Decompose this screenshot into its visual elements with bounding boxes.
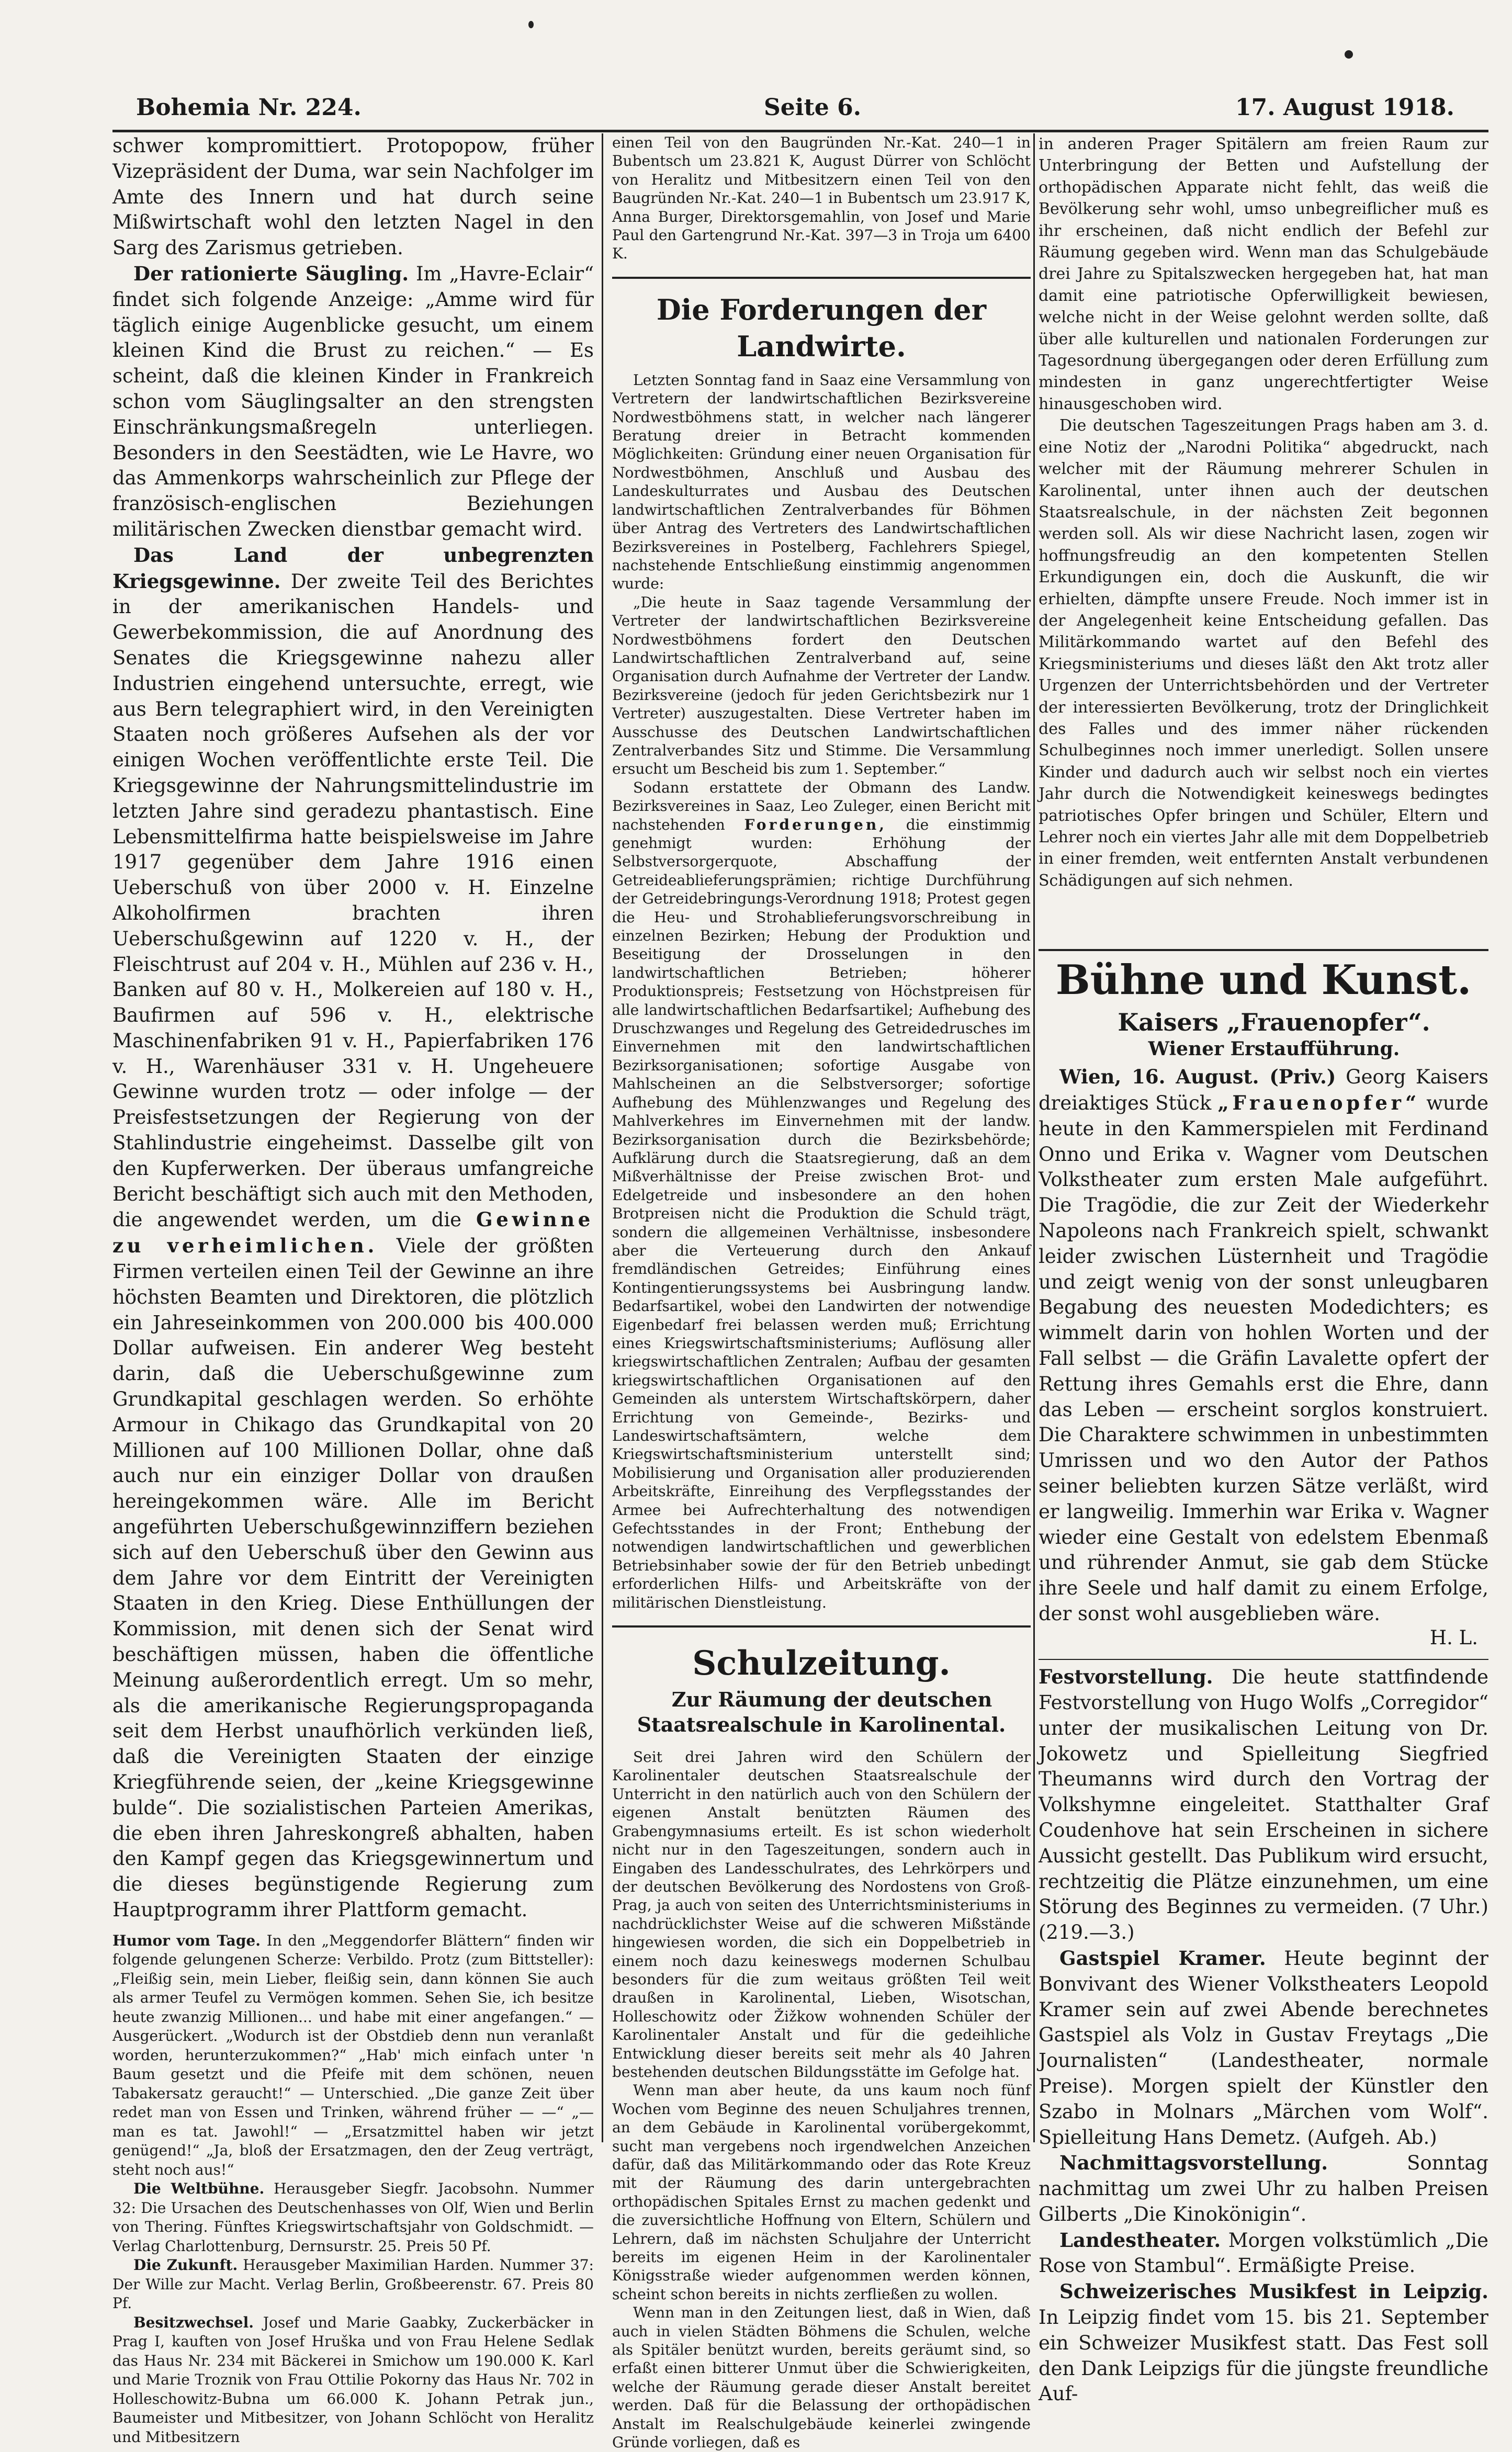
article-text: Heute beginnt der Bonvivant des Wiener Volkstheaters Leopold Kramer sein auf zwei Abende berechnetes Gastspiel als Volz in Gustav Freytags „Die Journalisten“ (Landestheater, normale Preise). Morgen spielt der Künstler den Szabo in Molnars „Märchen vom Wolf“. Spielleitung Hans Demetz. (Aufgeh. Ab.) — [1039, 1947, 1488, 2149]
article-heading: Besitzwechsel. — [133, 2313, 254, 2331]
column-rule-2 — [1033, 133, 1035, 2142]
article-continued-text: schwer kompromittiert. Protopopow, früher Vizepräsident der Duma, war sein Nachfolger im Amte des Innern und hat durch seine Mißwirtschaft wohl den letzten Nagel in den Sarg des Zarismus getrieben. — [112, 134, 594, 259]
paper-name-issue: Bohemia Nr. 224. — [136, 94, 362, 121]
header-rule — [112, 130, 1488, 132]
page-number: Seite 6. — [764, 94, 862, 121]
article-text: Josef und Marie Gaabky, Zuckerbäcker in Prag I, kauften von Josef Hruška und von Frau Helene Sedlak das Haus Nr. 234 mit Bäckerei in Smichow um 190.000 K. Karl und Marie Troznik von Frau Ottilie Pokorny das Haus Nr. 702 in Holleschowitz-Bubna um 66.000 K. Johann Petrak jun., Baumeister und Mitbesitzer, von Johann Schlöcht von Heralitz und Mitbesitzern — [112, 2313, 594, 2446]
ink-spot — [1345, 50, 1353, 59]
notice-nachmittag — [1039, 2150, 1488, 2227]
article-text: Viele der größten Firmen verteilen einen Teil der Gewinne an ihre höchsten Beamten und Direktoren, die plötzlich ein Jahreseinkommen von 200.000 bis 400.000 Dollar aufweisen. Ein anderer Weg besteht darin, daß die Ueberschußgewinne zum Grundkapital geschlagen werden. So erhöhte Armour in Chikago das Grundkapital von 20 Millionen auf 100 Millionen Dollar, ohne daß auch nur ein einziger Dollar von draußen hereingekommen wäre. Alle im Bericht angeführten Ueberschußgewinnziffern beziehen sich auf den Ueberschuß über den Gewinn aus dem Jahre vor dem Eintritt der Vereinigten Staaten in den Krieg. Diese Enthüllungen der Kommission, mit denen sich der Senat wird beschäftigen müssen, haben die öffentliche Meinung außerordentlich erregt. Um so mehr, als die amerikanische Regierungspropaganda seit dem Herbst unaufhörlich verkünden ließ, daß die Vereinigten Staaten der einzige Kriegführende seien, der „keine Kriegsgewinne bulde“. Die sozialistischen Parteien Amerikas, die eben ihren Jahreskongreß abhalten, haben den Kampf gegen das Kriegsgewinnertum und die dieses begünstigende Regierung zum Hauptprogramm ihrer Plattform gemacht. — [112, 1235, 594, 1921]
article-kriegsgewinne — [112, 543, 594, 1923]
issue-date: 17. August 1918. — [1235, 94, 1454, 121]
article-title-frauenopfer: Kaisers „Frauenopfer“. — [1118, 1008, 1430, 1037]
author-initials: H. L. — [1429, 1626, 1478, 1649]
article-heading: Schweizerisches Musikfest in Leipzig. — [1059, 2280, 1488, 2303]
section-rule — [612, 1625, 1031, 1628]
column-rule-1 — [602, 133, 603, 2142]
article-text — [612, 778, 1031, 1612]
article-heading: Gastspiel Kramer. — [1059, 1946, 1266, 1970]
article-text: Seit drei Jahren wird den Schülern der Karolinentaler deutschen Staatsrealschule der Unterricht in den natürlich auch von den Schülern der eigenen Anstalt benützten Räumen des Grabengymnasiums erteilt. Es ist schon wiederholt nicht nur in den Tageszeitungen, sondern auch in Eingaben des Landesschulrates, des Lehrkörpers und der deutschen Bevölkerung des Nordostens von Groß-Prag, ja auch von seiten des Unterrichtsministeriums in nachdrücklichster Weise auf die schweren Mißstände hingewiesen worden, die sich ein Doppelbetrieb in einem noch dazu keineswegs modernen Schulbau besonders für die zum weitaus größten Teil weit draußen in Karolinental, Lieben, Wisotschan, Holleschowitz oder Žižkow wohnenden Schüler der Karolinentaler Anstalt und für die gedeihliche Entwicklung dieser bereits seit mehr als 40 Jahren bestehenden deutschen Bildungsstätte im Gefolge hat. — [612, 1748, 1031, 2081]
article-heading: Die Weltbühne. — [133, 2180, 265, 2198]
article-text: Die heute stattfindende Festvorstellung von Hugo Wolfs „Corregidor“ unter der musikalischen Leitung von Dr. Jokowetz und Spielleitung Siegfried Theumanns wird durch den Vortrag der Volkshymne eingeleitet. Statthalter Graf Coudenhove hat sein Erscheinen in sichere Aussicht gestellt. Das Publikum wird ersucht, rechtzeitig die Plätze einzunehmen, um eine Störung des Beginnes zu vermeiden. (7 Uhr.) (219.—3.) — [1039, 1666, 1488, 1944]
article-heading: Das Land der unbegrenzten Kriegsgewinne. — [112, 543, 594, 593]
article-text: in anderen Prager Spitälern am freien Raum zur Unterbringung der Betten und Aufstellung der orthopädischen Apparate nicht fehlt, das weiß die Bevölkerung sehr wohl, umso unbegreiflicher muß es ihr erscheinen, daß nicht endlich der Befehl zur Räumung gegeben wird. Wenn man das Schulgebäude drei Jahre zu Spitalszwecken hergegeben hat, hat man damit eine patriotische Opferwilligkeit bewiesen, welche nicht in der Weise gelohnt werden sollte, daß über alle kulturellen und nationalen Forderungen zur Tagesordnung übergegangen oder deren Erfüllung zum mindesten in ganz ungerechtfertigter Weise hinausgeschoben wird. — [1039, 135, 1488, 413]
column-middle — [612, 133, 1031, 2451]
article-text: In den „Meggendorfer Blättern“ finden wir folgende gelungenen Scherze: Verbildo. Protz (zum Bittsteller): „Fleißig sein, mein Lieber, fleißig sein, dann können Sie auch als armer Teufel zu Vermögen kommen. Sehen Sie, ich besitze heute zwanzig Millionen... und habe mit einer angefangen.“ — Ausgerückert. „Wodurch ist der Obstdieb denn nun veranlaßt worden, herunterzukommen?“ „Hab' mich einfach unter 'n Baum gesetzt und die Pfeife mit dem schönen, neuen Tabakersatz geraucht!“ — Unterschied. „Die ganze Zeit über redet man von Essen und Trinken, während früher — —“ „— man es tat. Jawohl!“ — „Ersatzmittel haben wir jetzt genügend!“ „Ja, bloß der Ersatzmagen, den der Zeug verträgt, steht noch aus!“ — [112, 1931, 594, 2178]
article-heading: Der rationierte Säugling. — [133, 262, 409, 285]
column-left — [112, 133, 594, 2446]
article-text: Morgen volkstümlich „Die Rose von Stambul“. Ermäßigte Preise. — [1039, 2229, 1488, 2277]
notice-zukunft — [112, 2256, 594, 2313]
ink-spot — [528, 21, 534, 28]
article-text: Georg Kaisers dreiaktiges Stück — [1039, 1066, 1488, 1115]
section-rule — [612, 277, 1031, 279]
section-title-schulzeitung: Schulzeitung. — [692, 1644, 951, 1683]
notice-weltbuehne — [112, 2179, 594, 2256]
article-text: „Die heute in Saaz tagende Versammlung der Vertreter der landwirtschaftlichen Bezirksvereine Nordwestböhmens fordert den Deutschen Landwirtschaftlichen Zentralverband auf, seine Organisation durch Aufnahme der Vertreter der Landw. Bezirksvereine (jedoch für jeden Gerichtsbezirk nur 1 Vertreter) auszugestalten. Diese Vertreter haben im Ausschusse des Deutschen Landwirtschaftlichen Zentralverbandes Sitz und Stimme. Die Versammlung ersucht um Bescheid bis zum 1. September.“ — [612, 593, 1031, 778]
article-text: In Leipzig findet vom 15. bis 21. September ein Schweizer Musikfest statt. Das Fest soll den Dank Leipzigs für die jüngste freundliche Auf- — [1039, 2306, 1488, 2405]
notice-musikfest — [1039, 2279, 1488, 2407]
article-text: Sodann erstattete der Obmann des Landw. Bezirksvereines in Saaz, Leo Zuleger, einen Bericht mit nachstehenden — [612, 778, 1031, 833]
article-heading: Landestheater. — [1059, 2228, 1221, 2252]
section-title-forderungen: Die Forderungen der Landwirte. — [656, 292, 987, 363]
section-rule — [1039, 1659, 1488, 1660]
article-heading: Festvorstellung. — [1039, 1665, 1213, 1689]
review-frauenopfer — [1039, 1064, 1488, 1627]
article-text: Sonntag nachmittag um zwei Uhr zu halben Preisen Gilberts „Die Kinokönigin“. — [1039, 2152, 1488, 2225]
article-text: Der zweite Teil des Berichtes in der amerikanischen Handels- und Gewerbekommission, die auf Anordnung des Senates die Kriegsgewinne nahezu aller Industrien eingehend untersuchte, erregt, wie aus Bern telegraphiert wird, in den Vereinigten Staaten noch größeres Aufsehen als der vor einigen Wochen veröffentlichte erste Teil. Die Kriegsgewinne der Nahrungsmittelindustrie im letzten Jahre sind geradezu phantastisch. Eine Lebensmittelfirma hatte beispielsweise im Jahre 1917 gegenüber dem Jahre 1916 einen Ueberschuß von über 2000 v. H. Einzelne Alkoholfirmen brachten ihren Ueberschußgewinn auf 1220 v. H., der Fleischtrust auf 204 v. H., Mühlen auf 236 v. H., Banken auf 80 v. H., Molkereien auf 180 v. H., Baufirmen auf 596 v. H., elektrische Maschinenfabriken 91 v. H., Papierfabriken 176 v. H., Warenhäuser 331 v. H. Ungeheuere Gewinne wurden trotz — oder infolge — der Preisfestsetzungen der Regierung von der Stahlindustrie eingeheimst. Dasselbe gilt von den Kupferwerken. Der überaus umfangreiche Bericht beschäftigt sich auch mit den Methoden, die angewendet werden, um die — [112, 570, 594, 1231]
article-humor — [112, 1931, 594, 2180]
section-title-buehne: Bühne und Kunst. — [1055, 956, 1472, 1004]
article-heading: Nachmittagsvorstellung. — [1059, 2151, 1328, 2175]
article-text: Wenn man in den Zeitungen liest, daß in Wien, daß auch in vielen Städten Böhmens die Schulen, welche als Spitäler benützt wurden, bereits geräumt sind, so erfaßt einen bitterer Unmut über die Schwierigkeiten, welche der Räumung gerade dieser Anstalt bereitet werden. Daß für die Belassung der orthopädischen Anstalt im Realschulgebäude keinerlei zwingende Gründe vorliegen, daß es — [612, 2304, 1031, 2451]
spaced-emphasis: Forderungen, — [744, 816, 887, 833]
notice-landestheater — [1039, 2228, 1488, 2279]
article-heading: Die Zukunft. — [133, 2256, 238, 2274]
notice-festvorstellung — [1039, 1664, 1488, 1946]
article-text: Herausgeber Maximilian Harden. Nummer 37: Der Wille zur Macht. Verlag Berlin, Großbeerenstr. 67. Preis 80 Pf. — [112, 2256, 594, 2312]
article-text: Herausgeber Siegfr. Jacobsohn. Nummer 32: Die Ursachen des Deutschenhasses von Olf, Wien und Berlin von Thering. Fünftes Kriegswirtschaftsjahr von Goldschmidt. — Verlag Charlottenburg, Dernsurstr. 25. Preis 50 Pf. — [112, 2180, 594, 2255]
section-rule — [1039, 949, 1488, 951]
article-text: Die deutschen Tageszeitungen Prags haben am 3. d. eine Notiz der „Narodni Politika“ abgedruckt, nach welcher mit der Räumung mehrerer Schulen in Karolinental, unter ihnen auch der deutschen Staatsrealschule, in der nächsten Zeit begonnen werden soll. Als wir diese Nachricht lasen, zogen wir hoffnungsfreudig an den kompetenten Stellen Erkundigungen ein, doch die Auskunft, die wir erhielten, dämpfte unsere Freude. Noch immer ist in der Angelegenheit keine Entscheidung gefallen. Das Militärkommando wartet auf den Befehl des Kriegsministeriums und dieses läßt den Akt trotz aller Urgenzen der Unterrichtsbehörden und der Vertreter der interessierten Bevölkerung, trotz der Dringlichkeit des Falles und des immer näher rückenden Schulbeginnes noch immer unerledigt. Sollen unsere Kinder und dadurch auch wir selbst noch ein viertes Jahr durch die Notwendigkeit keineswegs bedingtes patriotisches Opfer bringen und Schüler, Eltern und Lehrer noch ein viertes Jahr alle mit dem Doppelbetrieb in einer fremden, weit entfernten Anstalt verbundenen Schädigungen auf sich nehmen. — [1039, 416, 1488, 890]
article-heading: Humor vom Tage. — [112, 1931, 261, 1949]
spaced-emphasis: „Frauenopfer“ — [1217, 1091, 1420, 1115]
column-right — [1039, 133, 1489, 2405]
besitzwechsel-continued: einen Teil von den Baugründen Nr.-Kat. 240—1 in Bubentsch um 23.821 K, August Dürrer von Schlöcht von Heralitz und Mitbesitzern einen Teil von den Baugründen Nr.-Kat. 240—1 in Bubentsch um 23.917 K, Anna Burger, Direktorsgemahlin, von Josef und Marie Paul den Gartengrund Nr.-Kat. 397—3 in Troja um 6400 K. — [612, 134, 1031, 263]
article-subtitle: Wiener Erstaufführung. — [1148, 1038, 1400, 1060]
article-text: wurde heute in den Kammerspielen mit Ferdinand Onno und Erika v. Wagner vom Deutschen Volkstheater zum ersten Male aufgeführt. Die Tragödie, die zur Zeit der Wiederkehr Napoleons nach Frankreich spielt, schwankt leider zwischen Lüsternheit und Tragödie und zeigt wenig von der sonst unleugbaren Begabung des neuesten Modedichters; es wimmelt darin von hohlen Worten und der Fall selbst — die Gräfin Lavalette opfert der Rettung ihres Gemahls erst die Ehre, dann das Leben — erscheint sorglos konstruiert. Die Charaktere schwimmen in unbestimmten Umrissen und wo den Autor der Pathos seiner beliebten kurzen Sätze verläßt, wird er langweilig. Immerhin war Erika v. Wagner wieder eine Gestalt von edelstem Ebenmaß und rührender Anmut, sie gab dem Stücke ihre Seele und half damit zu einem Erfolge, der sonst wohl ausgeblieben wäre. — [1039, 1092, 1489, 1625]
notice-gastspiel — [1039, 1946, 1488, 2150]
dateline: Wien, 16. August. (Priv.) — [1059, 1065, 1336, 1089]
article-saeugling — [112, 261, 594, 543]
spaced-emphasis: Gewinne zu verheimlichen. — [112, 1208, 594, 1258]
article-text: Letzten Sonntag fand in Saaz eine Versammlung von Vertretern der landwirtschaftlichen Bezirksvereine Nordwestböhmens statt, in welcher nach längerer Beratung dreier in Betracht kommenden Möglichkeiten: Gründung einer neuen Organisation für Nordwestböhmen, Anschluß und Ausbau des Landeskulturrates und Ausbau des Deutschen landwirtschaftlichen Zentralverbandes für Böhmen über Antrag des Vertreters des Landwirtschaftlichen Bezirksvereines in Postelberg, Fachlehrers Spiegel, nachstehende Entschließung einstimmig angenommen wurde: — [612, 371, 1031, 593]
article-text: die einstimmig genehmigt wurden: Erhöhung der Selbstversorgerquote, Abschaffung der Getreideablieferungsprämien; richtige Durchführung der Getreidebringungs-Verordnung 1918; Protest gegen die Heu- und Strohablieferungsvorschreibung in einzelnen Bezirken; Hebung der Produktion und Beseitigung der Drosselungen in den landwirtschaftlichen Betrieben; höherer Produktionspreis; Festsetzung von Höchstpreisen für alle landwirtschaftlichen Bedarfsartikel; Aufhebung des Druschzwanges und Regelung des Getreidedrusches im Einvernehmen mit den landwirtschaftlichen Bezirksorganisationen; sofortige Ausgabe von Mahlscheinen an die Selbstversorger; sofortige Aufhebung des Mühlenzwanges und Regelung des Mahlverkehres im Einvernehmen mit der landw. Bezirksorganisation durch die Bezirksbehörde; Aufklärung durch die Staatsregierung, daß an dem Mißverhältnisse der Preise zwischen Brot- und Edelgetreide und insbesondere an den hohen Brotpreisen nicht die Produktion die Schuld trägt, sondern die allgemeinen Verhältnisse, insbesondere aber die Verteuerung durch den Ankauf fremdländischen Getreides; Einführung eines Kontingentierungssystems bei Ausbringung landw. Bedarfsartikel, wobei den Landwirten der notwendige Eigenbedarf frei belassen werden muß; Errichtung eines Kriegswirtschaftsministeriums; Auflösung aller kriegswirtschaftlichen Zentralen; Aufbau der gesamten kriegswirtschaftlichen Organisationen auf den Gemeinden als unterstem Wirtschaftskörpern, daher Errichtung von Gemeinde-, Bezirks- und Landeswirtschaftsämtern, welche dem Kriegswirtschaftsministerium unterstellt sind; Mobilisierung und Organisation aller produzierenden Arbeitskräfte, Einreihung des Verpflegsstandes der Armee bei Aufrechterhaltung des notwendigen Gefechtsstandes in der Front; Enthebung der notwendigen landwirtschaftlichen und gewerblichen Betriebsinhaber sowie der für den Betrieb unbedingt erforderlichen Hilfs- und Arbeitskräfte von der militärischen Dienstleistung. — [612, 816, 1031, 1611]
article-text: Im „Havre-Eclair“ findet sich folgende Anzeige: „Amme wird für täglich einige Augenblicke gesucht, um einem kleinen Kind die Brust zu reichen.“ — Es scheint, daß die kleinen Kinder in Frankreich schon vom Säuglingsalter an den strengsten Einschränkungsmaßregeln unterliegen. Besonders in den Seestädten, wie Le Havre, wo das Ammenkorps wahrscheinlich zur Pflege der französisch-englischen Beziehungen militärischen Zwecken dienstbar gemacht wird. — [112, 262, 594, 540]
notice-besitzwechsel — [112, 2313, 594, 2447]
article-subtitle: Zur Räumung der deutschen Staatsrealschule in Karolinental. — [637, 1688, 1006, 1737]
page-header — [136, 90, 1454, 127]
article-text: Wenn man aber heute, da uns kaum noch fünf Wochen vom Beginne des neuen Schuljahres trennen, an dem Gebäude in Karolinental vorübergekommt, sucht man vergebens noch irgendwelchen Anzeichen dafür, daß das Militärkommando oder das Rote Kreuz mit der Räumung des darin untergebrachten orthopädischen Spitales Ernst zu machen gedenkt und die zuversichtliche Hoffnung von Eltern, Schülern und Lehrern, daß im nächsten Schuljahre der Unterricht bereits im eigenen Heim in der Karolinentaler Königsstraße wieder aufgenommen werden können, scheint schon bereits in nichts zerfließen zu wollen. — [612, 2082, 1031, 2303]
